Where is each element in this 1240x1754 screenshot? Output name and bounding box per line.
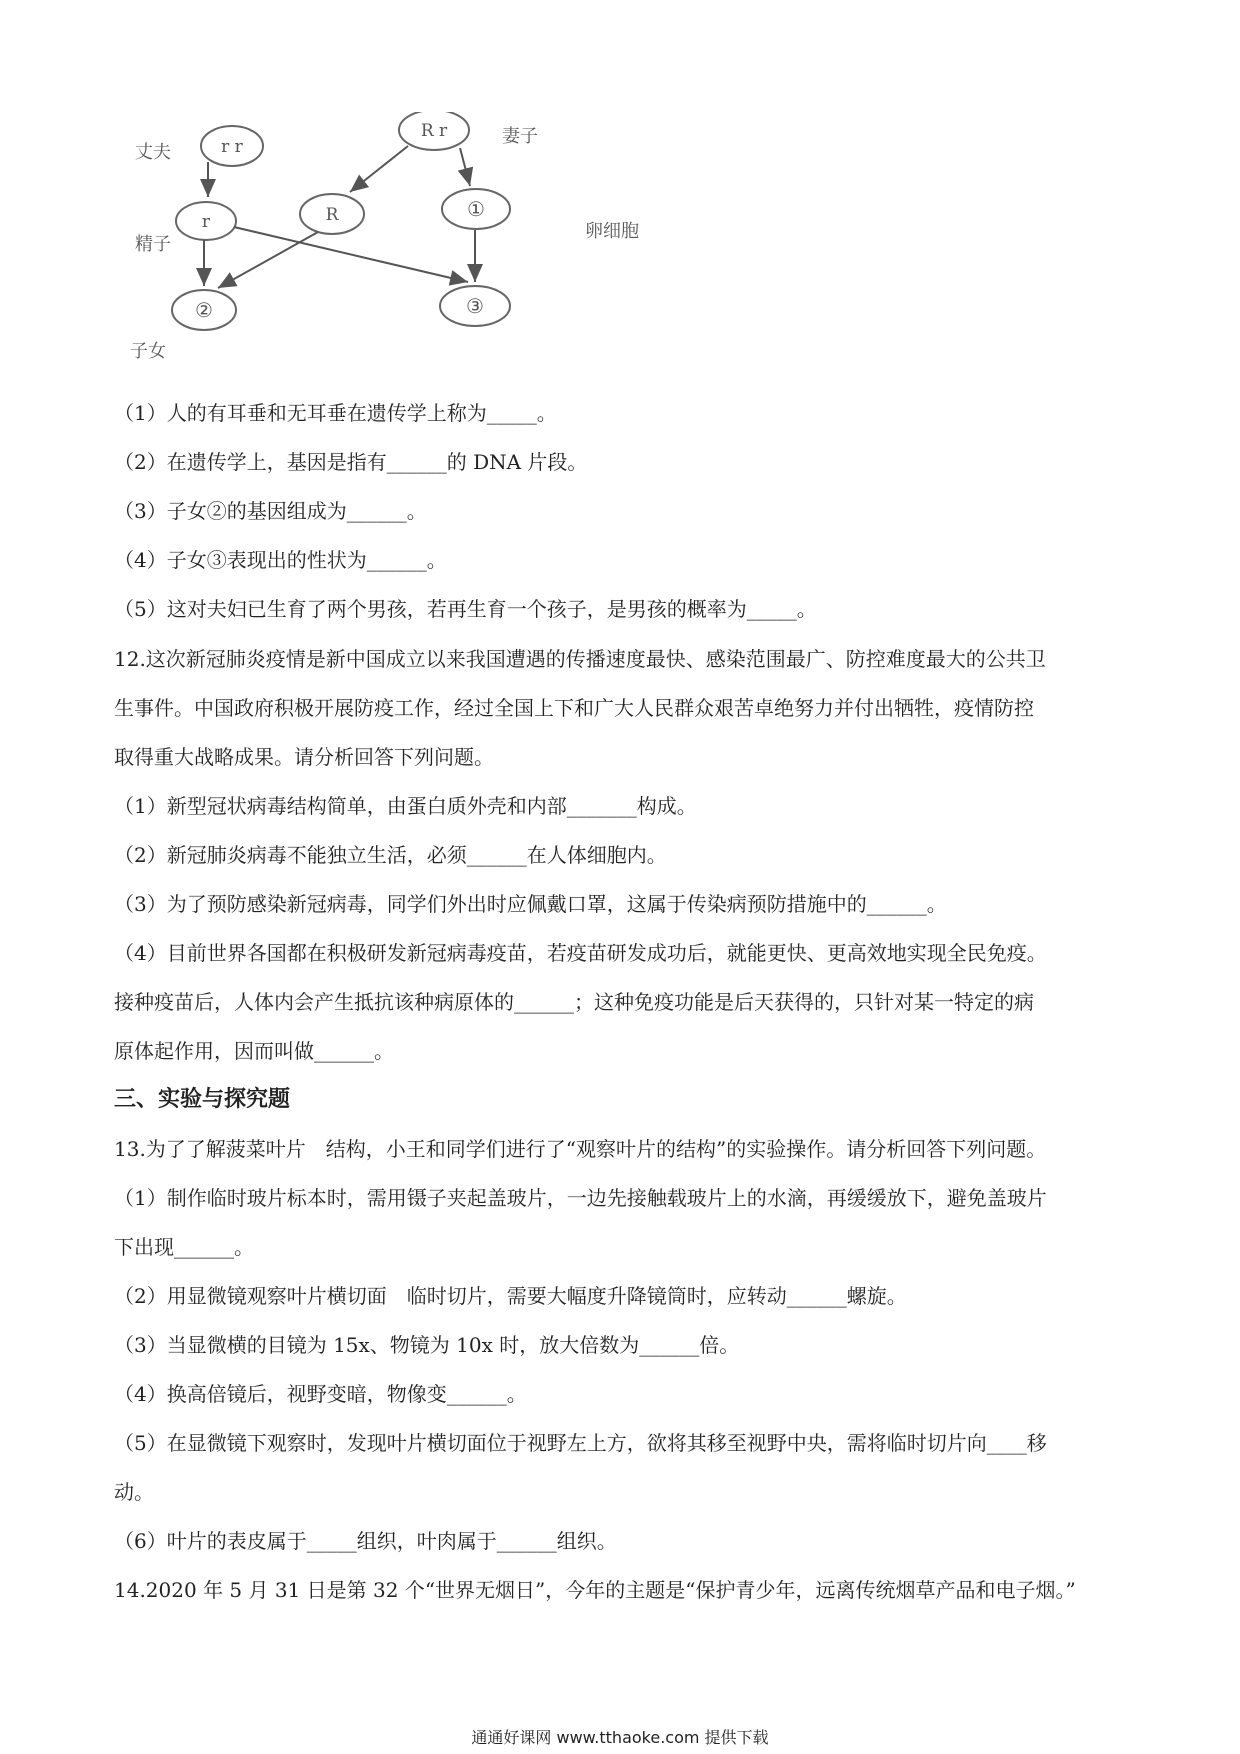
child-2-marker: ② — [195, 298, 213, 322]
husband-label: 丈夫 — [135, 142, 171, 163]
child-3-marker: ③ — [466, 294, 484, 318]
page-footer: 通通好课网 www.tthaoke.com 提供下载 — [471, 1728, 769, 1747]
q12-sub-4-line-3: 原体起作用，因而叫做______。 — [114, 1039, 394, 1063]
arrow-wife-to-egg-R — [350, 146, 408, 192]
q11-sub-1: （1）人的有耳垂和无耳垂在遗传学上称为_____。 — [114, 401, 557, 425]
wife-genotype: R r — [420, 121, 448, 141]
q12-stem-line-1: 12.这次新冠肺炎疫情是新中国成立以来我国遭遇的传播速度最快、感染范围最广、防控难度最大的公共卫 — [114, 647, 1046, 671]
q13-sub-1-line-2: 下出现______。 — [114, 1235, 254, 1259]
genetics-diagram — [130, 112, 670, 382]
q13-sub-2: （2）用显微镜观察叶片横切面 临时切片，需要大幅度升降镜筒时，应转动______螺旋。 — [114, 1284, 907, 1308]
q12-sub-4-line-2: 接种疫苗后，人体内会产生抵抗该种病原体的______；这种免疫功能是后天获得的，只针对某一特定的病 — [114, 990, 1034, 1014]
q13-sub-1-line-1: （1）制作临时玻片标本时，需用镊子夹起盖玻片，一边先接触载玻片上的水滴，再缓缓放下，避免盖玻片 — [114, 1186, 1047, 1210]
q12-sub-2: （2）新冠肺炎病毒不能独立生活，必须______在人体细胞内。 — [114, 843, 667, 867]
wife-label: 妻子 — [502, 126, 538, 147]
q12-stem-line-2: 生事件。中国政府积极开展防疫工作，经过全国上下和广大人民群众艰苦卓绝努力并付出牺牲，疫情防控 — [114, 696, 1034, 720]
genetics-diagram-svg — [130, 112, 670, 382]
q13-sub-5-line-2: 动。 — [114, 1480, 154, 1504]
q12-stem-line-3: 取得重大战略成果。请分析回答下列问题。 — [114, 745, 494, 769]
q12-sub-4-line-1: （4）目前世界各国都在积极研发新冠病毒疫苗，若疫苗研发成功后，就能更快、更高效地实现全民免疫。 — [114, 941, 1047, 965]
q13-sub-3: （3）当显微横的目镜为 15x、物镜为 10x 时，放大倍数为______倍。 — [114, 1333, 740, 1357]
q14-stem: 14.2020 年 5 月 31 日是第 32 个“世界无烟日”，今年的主题是“保护青少年，远离传统烟草产品和电子烟。” — [114, 1578, 1076, 1602]
egg-R-gene: R — [325, 205, 339, 225]
children-label: 子女 — [130, 341, 166, 362]
egg-1-marker: ① — [467, 197, 485, 221]
q13-sub-5-line-1: （5）在显微镜下观察时，发现叶片横切面位于视野左上方，欲将其移至视野中央，需将临时切片向____移 — [114, 1431, 1047, 1455]
section-title: 三、实验与探究题 — [114, 1087, 291, 1112]
arrow-sperm-to-child-3 — [234, 227, 468, 282]
q11-sub-4: （4）子女③表现出的性状为______。 — [114, 548, 447, 572]
q13-sub-6: （6）叶片的表皮属于_____组织，叶肉属于______组织。 — [114, 1529, 617, 1553]
egg-label: 卵细胞 — [585, 221, 639, 242]
sperm-gene: r — [201, 212, 211, 232]
husband-genotype: r r — [221, 137, 243, 157]
q11-sub-3: （3）子女②的基因组成为______。 — [114, 499, 427, 523]
q13-stem: 13.为了了解菠菜叶片 结构，小王和同学们进行了“观察叶片的结构”的实验操作。请分析回答下列问题。 — [114, 1137, 1047, 1161]
q11-sub-5: （5）这对夫妇已生育了两个男孩，若再生育一个孩子，是男孩的概率为_____。 — [114, 597, 817, 621]
q12-sub-3: （3）为了预防感染新冠病毒，同学们外出时应佩戴口罩，这属于传染病预防措施中的______。 — [114, 892, 947, 916]
q11-sub-2: （2）在遗传学上，基因是指有______的 DNA 片段。 — [114, 450, 588, 474]
arrow-wife-to-egg-1 — [460, 148, 470, 186]
sperm-label: 精子 — [135, 234, 171, 255]
arrow-egg-R-to-child-2 — [218, 232, 318, 288]
q13-sub-4: （4）换高倍镜后，视野变暗，物像变______。 — [114, 1382, 527, 1406]
q12-sub-1: （1）新型冠状病毒结构简单，由蛋白质外壳和内部_______构成。 — [114, 794, 697, 818]
